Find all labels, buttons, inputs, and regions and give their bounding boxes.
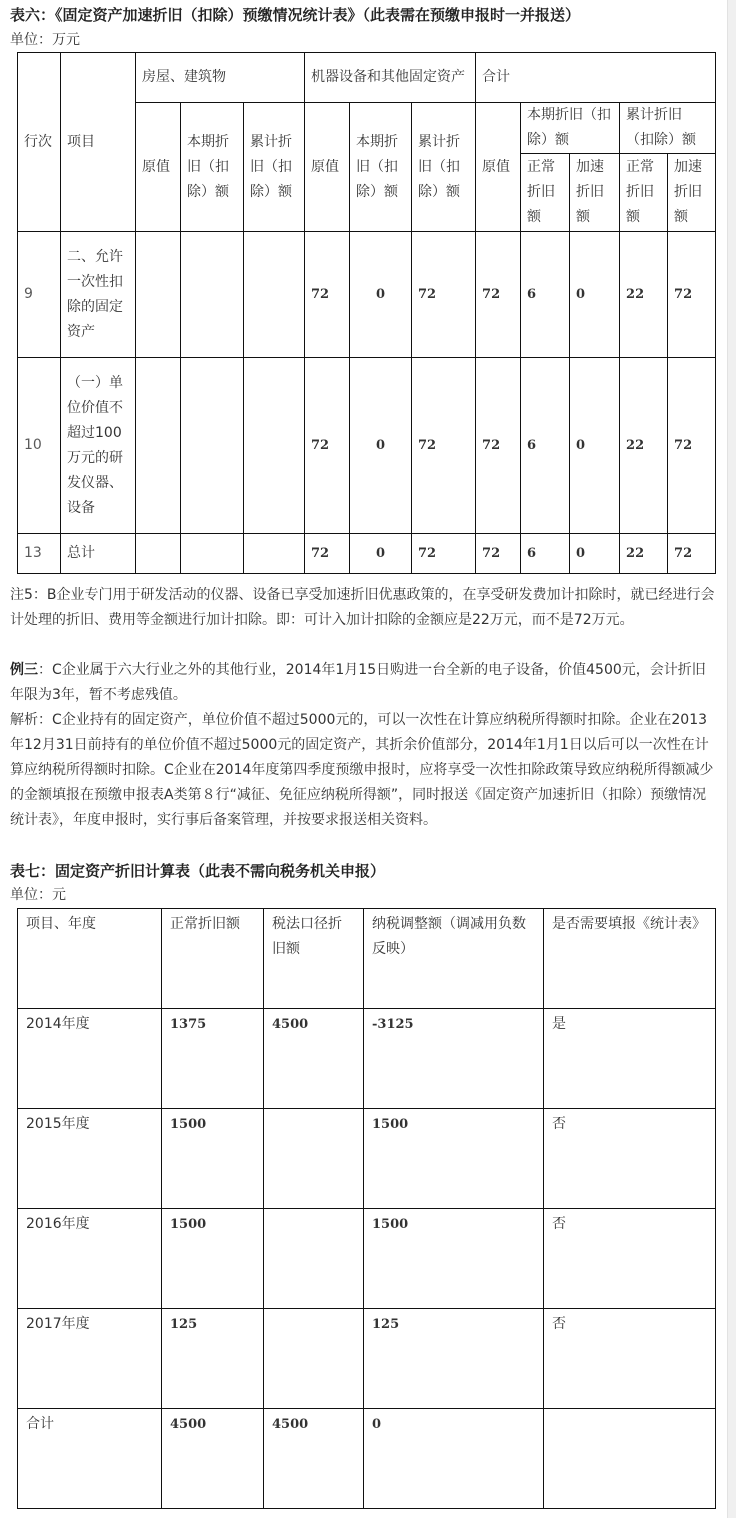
header-machinery-current: 本期折旧（扣除）额 [350,103,412,232]
cell: 72 [668,232,716,358]
table7-depreciation-calc [17,908,716,1509]
table-row [18,358,716,534]
cell: 1500 [162,1209,264,1309]
cell [136,534,181,574]
cell: 72 [668,534,716,574]
header-cumulative-normal: 正常折旧额 [620,154,668,232]
cell: 125 [364,1309,544,1409]
cell: 0 [570,232,620,358]
table-row [18,232,716,358]
cell: 0 [350,534,412,574]
header-normal-dep: 正常折旧额 [162,909,264,1009]
table-row [18,1009,716,1109]
header-total-original: 原值 [476,103,521,232]
cell: 22 [620,358,668,534]
cell [136,358,181,534]
cell [264,1309,364,1409]
header-buildings-current: 本期折旧（扣除）额 [181,103,244,232]
header-need-report: 是否需要填报《统计表》 [544,909,716,1009]
cell: 6 [521,358,570,534]
header-total-cumulative: 累计折旧（扣除）额 [620,103,716,154]
table-row [18,1109,716,1209]
table-row [18,1209,716,1309]
cell: 0 [350,358,412,534]
row-item: （一）单位价值不超过100万元的研发仪器、设备 [61,358,136,534]
cell [544,1409,716,1509]
cell: 4500 [162,1409,264,1509]
note-5: 注5：B企业专门用于研发活动的仪器、设备已享受加速折旧优惠政策的，在享受研发费加计扣除时，就已经进行会计处理的折旧、费用等金额进行加计扣除。即：可计入加计扣除的金额应是22万元，而不是72万元。 [10,587,715,628]
table6-title: 表六：《固定资产加速折旧（扣除）预缴情况统计表》（此表需在预缴申报时一并报送） [10,6,581,24]
cell: 1500 [364,1209,544,1309]
row-item: 二、允许一次性扣除的固定资产 [61,232,136,358]
table7-unit: 单位：元 [10,887,66,903]
cell: 22 [620,232,668,358]
cell [244,534,305,574]
row-no: 9 [18,232,61,358]
table-header-row [18,909,716,1009]
row-no: 13 [18,534,61,574]
header-current-normal: 正常折旧额 [521,154,570,232]
cell: 1375 [162,1009,264,1109]
scrollbar-track[interactable] [727,0,736,1518]
cell: 0 [364,1409,544,1509]
cell: 否 [544,1209,716,1309]
cell: 6 [521,232,570,358]
cell: 72 [412,232,476,358]
cell: 0 [570,358,620,534]
header-buildings-original: 原值 [136,103,181,232]
example-3 [10,658,716,708]
example-3-lead: 例三 [10,662,38,678]
cell: 72 [305,232,350,358]
cell: 1500 [364,1109,544,1209]
header-tax-dep: 税法口径折旧额 [264,909,364,1009]
cell: 是 [544,1009,716,1109]
table6-unit: 单位：万元 [10,32,80,48]
analysis: 解析：C企业持有的固定资产，单位价值不超过5000元的，可以一次性在计算应纳税所得额时扣除。企业在2013年12月31日前持有的单位价值不超过5000元的固定资产，其折余价值部分，2014年1月1日以后可以一次性在计算应纳税所得额时扣除。C企业在2014年度第四季度预缴申报时，应将享受一次性扣除政策导致应纳税所得额减少的金额填报在预缴申报表A类第８行“减征、免征应纳税所得额”，同时报送《固定资产加速折旧（扣除）预缴情况统计表》，年度申报时，实行事后备案管理，并按要求报送相关资料。 [10,712,714,828]
header-group-total: 合计 [476,53,716,103]
table-row [18,534,716,574]
row-no: 10 [18,358,61,534]
cell-year: 2017年度 [18,1309,162,1409]
header-total-current: 本期折旧（扣除）额 [521,103,620,154]
table7-title: 表七：固定资产折旧计算表（此表不需向税务机关申报） [10,862,386,880]
cell [264,1209,364,1309]
cell [264,1109,364,1209]
table-row [18,1309,716,1409]
cell [136,232,181,358]
header-row-no: 行次 [18,53,61,232]
cell: 72 [305,358,350,534]
cell: 72 [476,534,521,574]
cell: 72 [476,358,521,534]
header-cumulative-accelerated: 加速折旧额 [668,154,716,232]
cell: 72 [476,232,521,358]
table-row [18,1409,716,1509]
cell: 4500 [264,1009,364,1109]
header-machinery-cumulative: 累计折旧（扣除）额 [412,103,476,232]
cell: 72 [412,358,476,534]
cell: -3125 [364,1009,544,1109]
table6-accelerated-depreciation [17,52,716,574]
cell [181,534,244,574]
header-current-accelerated: 加速折旧额 [570,154,620,232]
header-tax-adjust: 纳税调整额（调减用负数反映） [364,909,544,1009]
example-3-text: ：C企业属于六大行业之外的其他行业，2014年1月15日购进一台全新的电子设备，价值4500元，会计折旧年限为3年，暂不考虑残值。 [10,662,706,703]
header-item: 项目 [61,53,136,232]
cell: 72 [412,534,476,574]
row-item: 总计 [61,534,136,574]
cell: 1500 [162,1109,264,1209]
cell: 72 [668,358,716,534]
cell [244,358,305,534]
cell: 22 [620,534,668,574]
header-item-year: 项目、年度 [18,909,162,1009]
header-machinery-original: 原值 [305,103,350,232]
cell-year: 2014年度 [18,1009,162,1109]
cell: 0 [350,232,412,358]
cell [181,232,244,358]
cell: 125 [162,1309,264,1409]
cell: 否 [544,1309,716,1409]
cell-year: 2016年度 [18,1209,162,1309]
header-buildings-cumulative: 累计折旧（扣除）额 [244,103,305,232]
cell-year: 合计 [18,1409,162,1509]
cell: 4500 [264,1409,364,1509]
cell [244,232,305,358]
header-group-buildings: 房屋、建筑物 [136,53,305,103]
cell: 0 [570,534,620,574]
cell: 72 [305,534,350,574]
cell: 6 [521,534,570,574]
header-group-machinery: 机器设备和其他固定资产 [305,53,476,103]
cell: 否 [544,1109,716,1209]
cell [181,358,244,534]
cell-year: 2015年度 [18,1109,162,1209]
